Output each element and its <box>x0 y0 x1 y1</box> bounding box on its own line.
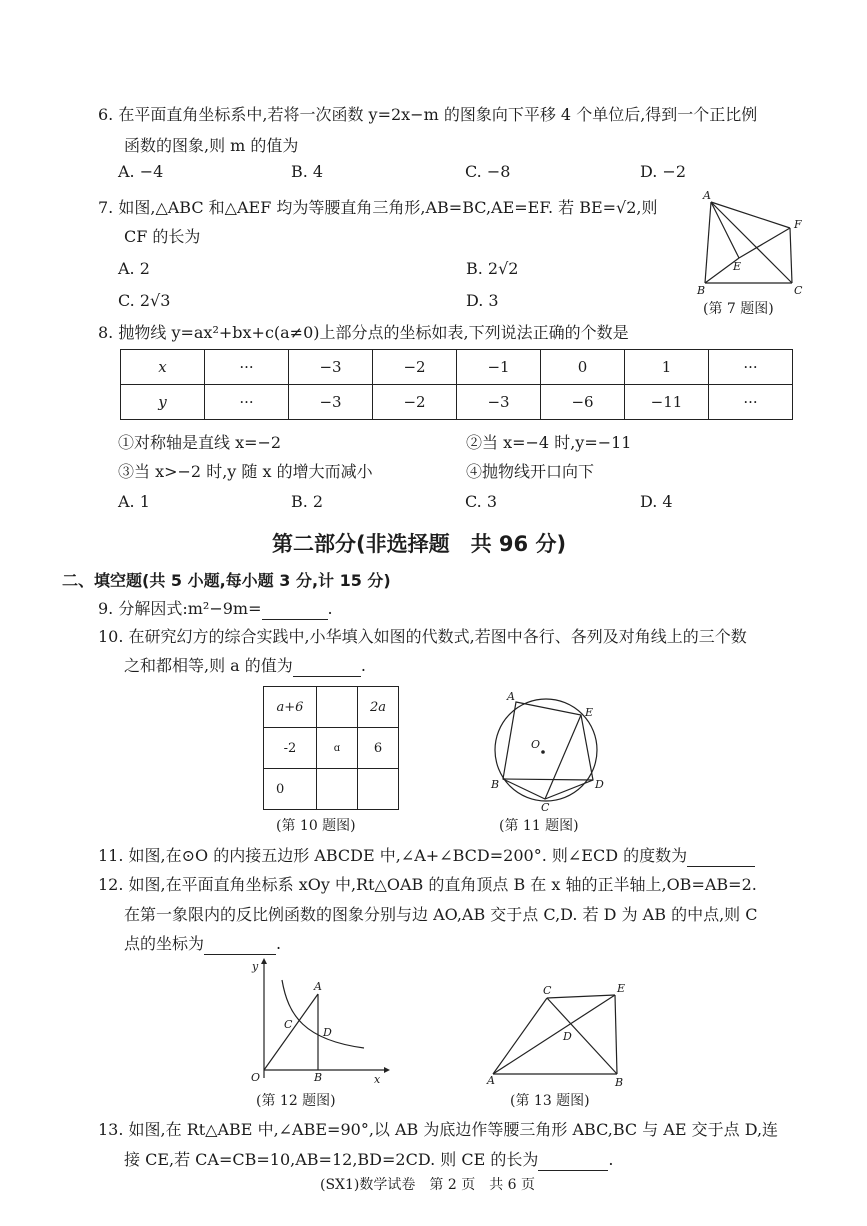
grid-cell: 2a <box>358 687 399 728</box>
table-cell: −3 <box>457 385 541 420</box>
q8-option-c: C. 3 <box>465 492 498 511</box>
grid-cell <box>317 687 358 728</box>
q13-caption: (第 13 题图) <box>510 1093 590 1109</box>
table-cell: −2 <box>373 385 457 420</box>
q7-line2: CF 的长为 <box>124 227 201 246</box>
q9-text: 9. 分解因式:m²−9m= <box>98 599 262 618</box>
q13-figure <box>483 980 633 1089</box>
q10-caption: (第 10 题图) <box>276 818 356 834</box>
q11-figure <box>483 686 609 814</box>
q12-figure <box>244 960 389 1086</box>
q12-line2: 在第一象限内的反比例函数的图象分别与边 AO,AB 交于点 C,D. 若 D 为 AB 的中点,则 C <box>124 905 758 924</box>
q11-label-a: A <box>507 690 515 703</box>
grid-cell <box>358 769 399 810</box>
q12-label-y: y <box>252 960 259 973</box>
table-cell: ··· <box>205 350 289 385</box>
page-footer: (SX1)数学试卷 第 2 页 共 6 页 <box>320 1177 536 1193</box>
answer-blank <box>687 846 755 867</box>
answer-blank <box>293 656 361 677</box>
answer-blank <box>204 934 276 955</box>
q7-figure <box>695 188 815 297</box>
q8-option-b: B. 2 <box>291 492 324 511</box>
q8-table <box>120 349 793 420</box>
q8-stem: 8. 抛物线 y=ax²+bx+c(a≠0)上部分点的坐标如表,下列说法正确的个数是 <box>98 323 629 342</box>
q13-label-e: E <box>617 982 626 995</box>
answer-blank <box>538 1150 608 1171</box>
table-cell: −1 <box>457 350 541 385</box>
table-cell: y <box>121 385 205 420</box>
q6-option-a: A. −4 <box>118 162 164 181</box>
q12-label-c: C <box>284 1018 293 1031</box>
table-cell: 1 <box>625 350 709 385</box>
q6-line1: 6. 在平面直角坐标系中,若将一次函数 y=2x−m 的图象向下平移 4 个单位后,得到一个正比例 <box>98 105 758 124</box>
grid-cell: 6 <box>358 728 399 769</box>
q12-label-x: x <box>374 1073 381 1086</box>
q13-end: . <box>608 1150 614 1169</box>
table-cell: x <box>121 350 205 385</box>
q11-label-b: B <box>491 778 500 791</box>
q11-text: 11. 如图,在⊙O 的内接五边形 ABCDE 中,∠A+∠BCD=200°. 则∠ECD 的度数为 <box>98 846 688 865</box>
q12-label-b: B <box>314 1071 323 1084</box>
q13-line2-wrap <box>124 1150 613 1171</box>
q11-label-c: C <box>541 801 550 814</box>
q13-label-c: C <box>543 984 552 997</box>
q8-option-a: A. 1 <box>118 492 150 511</box>
table-cell: ··· <box>205 385 289 420</box>
grid-cell <box>317 769 358 810</box>
q6-line2: 函数的图象,则 m 的值为 <box>124 136 299 155</box>
q8-y-row <box>121 385 793 420</box>
table-cell: −6 <box>541 385 625 420</box>
q13-label-b: B <box>615 1076 624 1089</box>
q12-label-a: A <box>314 980 322 993</box>
table-cell: ··· <box>709 350 793 385</box>
q7-line1: 7. 如图,△ABC 和△AEF 均为等腰直角三角形,AB=BC,AE=EF. 若 BE=√2,则 <box>98 198 658 217</box>
grid-cell: ɑ <box>317 728 358 769</box>
q11-label-o: O <box>531 738 541 751</box>
table-cell: ··· <box>709 385 793 420</box>
q7-label-f: F <box>794 218 802 231</box>
q6-option-c: C. −8 <box>465 162 511 181</box>
q9-end: . <box>327 599 333 618</box>
q10-line1: 10. 在研究幻方的综合实践中,小华填入如图的代数式,若图中各行、各列及对角线上的三个数 <box>98 627 747 646</box>
part2-title: 第二部分(非选择题 共 96 分) <box>272 532 567 556</box>
q12-end: . <box>276 934 282 953</box>
q7-label-e: E <box>733 260 742 273</box>
q7-option-b: B. 2√2 <box>466 259 519 278</box>
q10-line2: 之和都相等,则 a 的值为 <box>124 656 293 675</box>
q13-line1: 13. 如图,在 Rt△ABE 中,∠ABE=90°,以 AB 为底边作等腰三角形 ABC,BC 与 AE 交于点 D,连 <box>98 1120 779 1139</box>
q7-option-c: C. 2√3 <box>118 291 171 310</box>
table-cell: 0 <box>541 350 625 385</box>
q12-caption: (第 12 题图) <box>256 1093 336 1109</box>
table-cell: −3 <box>289 385 373 420</box>
q8-statement-4: ④抛物线开口向下 <box>466 462 595 481</box>
q12-line1: 12. 如图,在平面直角坐标系 xOy 中,Rt△OAB 的直角顶点 B 在 x 轴的正半轴上,OB=AB=2. <box>98 875 757 894</box>
q11-label-e: E <box>585 706 594 719</box>
q11-stem <box>98 846 755 867</box>
q10-line2-wrap <box>124 656 366 677</box>
q8-statement-3: ③当 x>−2 时,y 随 x 的增大而减小 <box>118 462 373 481</box>
q7-label-b: B <box>697 284 706 297</box>
q13-label-a: A <box>487 1074 495 1087</box>
q7-option-d: D. 3 <box>466 291 499 310</box>
q12-label-o: O <box>251 1071 261 1084</box>
q8-statement-1: ①对称轴是直线 x=−2 <box>118 433 282 452</box>
section2-title: 二、填空题(共 5 小题,每小题 3 分,计 15 分) <box>62 571 391 590</box>
answer-blank <box>262 599 328 620</box>
q13-label-d: D <box>563 1030 572 1043</box>
table-cell: −11 <box>625 385 709 420</box>
q10-end: . <box>360 656 366 675</box>
q6-option-b: B. 4 <box>291 162 324 181</box>
q7-option-a: A. 2 <box>118 259 150 278</box>
grid-cell: a+6 <box>264 687 317 728</box>
q9-stem <box>98 599 333 620</box>
q10-magic-square <box>263 686 399 810</box>
q11-label-d: D <box>595 778 604 791</box>
q12-line3: 点的坐标为 <box>124 934 205 953</box>
q6-option-d: D. −2 <box>640 162 687 181</box>
q7-label-a: A <box>703 189 711 202</box>
q12-label-d: D <box>323 1026 332 1039</box>
q7-label-c: C <box>794 284 803 297</box>
q8-x-row <box>121 350 793 385</box>
grid-cell: 0 <box>264 769 317 810</box>
q13-line2: 接 CE,若 CA=CB=10,AB=12,BD=2CD. 则 CE 的长为 <box>124 1150 539 1169</box>
q8-statement-2: ②当 x=−4 时,y=−11 <box>466 433 632 452</box>
center-point <box>541 750 545 754</box>
table-cell: −2 <box>373 350 457 385</box>
q7-caption: (第 7 题图) <box>703 301 774 317</box>
q11-caption: (第 11 题图) <box>499 818 579 834</box>
grid-cell: -2 <box>264 728 317 769</box>
table-cell: −3 <box>289 350 373 385</box>
q8-option-d: D. 4 <box>640 492 673 511</box>
q12-line3-wrap <box>124 934 281 955</box>
